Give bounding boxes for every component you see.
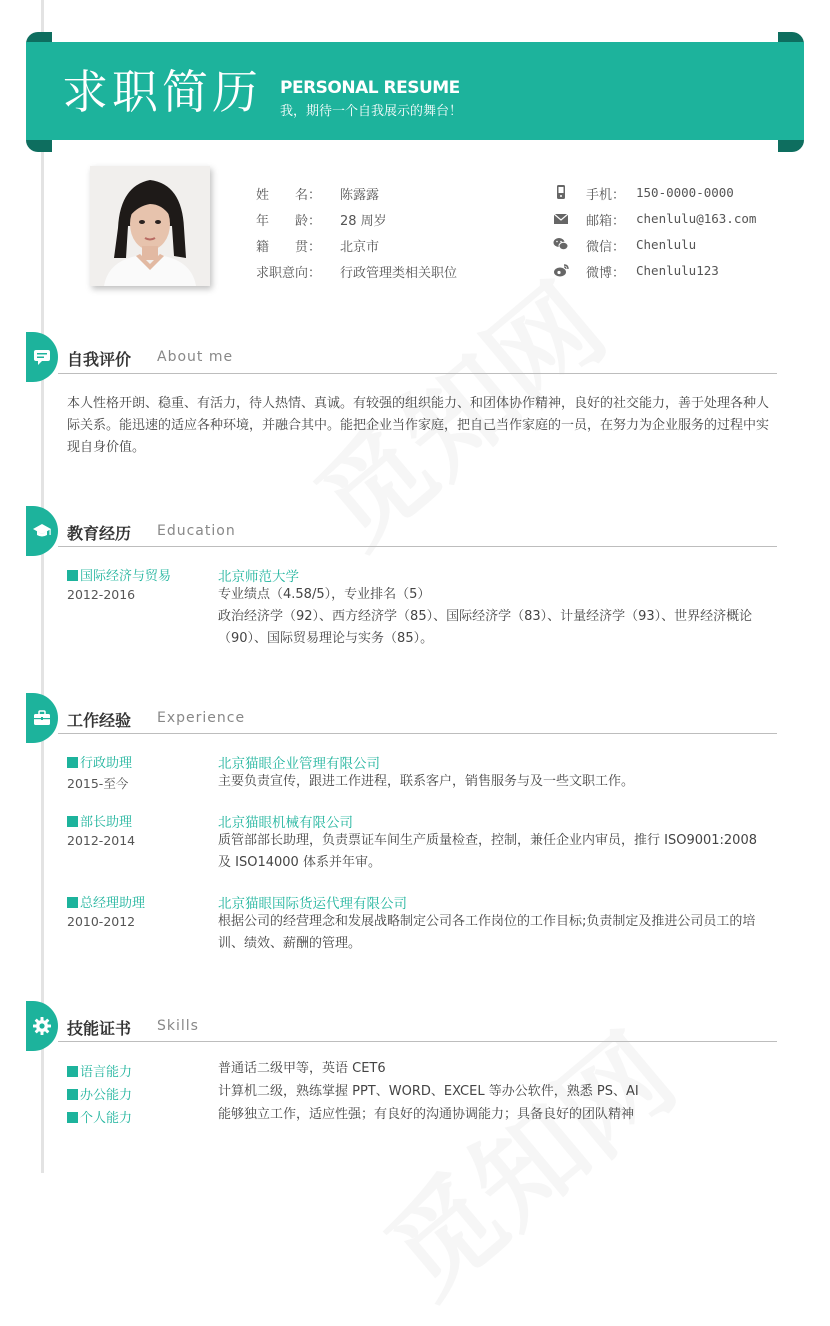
weibo-value: Chenlulu123	[636, 263, 719, 278]
page-title-en: PERSONAL RESUME	[280, 78, 460, 98]
job-role: 总经理助理	[67, 892, 145, 911]
job-role: 部长助理	[67, 811, 132, 830]
section-divider	[58, 373, 777, 374]
bullet-square	[67, 1089, 78, 1100]
profile-photo	[90, 166, 210, 286]
job-description: 主要负责宣传，跟进工作进程，联系客户，销售服务与及一些文职工作。	[218, 774, 635, 789]
skill-value: 计算机二级，熟练掌握 PPT、WORD、EXCEL 等办公软件，熟悉 PS、AI	[218, 1084, 639, 1099]
bullet-square	[67, 816, 78, 827]
education-courses: 政治经济学（92）、西方经济学（85）、国际经济学（83）、计量经济学（93）、世界经济概论（90）、国际贸易理论与实务（85）。	[218, 609, 753, 646]
page-subtitle: 我，期待一个自我展示的舞台！	[280, 104, 463, 119]
timeline-line	[41, 0, 44, 1173]
job-description: 根据公司的经营理念和发展战略制定公司各工作岗位的工作目标;负责制定及推进公司员工的培训、绩效、薪酬的管理。	[218, 914, 756, 951]
section-title-en: About me	[157, 349, 234, 365]
school-name: 北京师范大学	[218, 569, 299, 585]
contact-label: 微信：	[586, 240, 626, 255]
hometown-value: 北京市	[340, 240, 380, 255]
field-label: 年 龄：	[256, 214, 322, 229]
section-title: 教育经历	[67, 524, 132, 543]
bullet-square	[67, 897, 78, 908]
name-value: 陈露露	[340, 188, 380, 203]
wechat-icon	[553, 237, 569, 251]
section-divider	[58, 546, 777, 547]
job-period: 2010-2012	[67, 914, 136, 929]
bullet-square	[67, 757, 78, 768]
field-label: 籍 贯：	[256, 240, 322, 255]
contact-label: 手机：	[586, 188, 626, 203]
section-title: 技能证书	[67, 1019, 132, 1038]
gear-icon	[32, 1016, 52, 1036]
wechat-value: Chenlulu	[636, 237, 697, 252]
age-value: 28 周岁	[340, 214, 387, 229]
section-title-en: Experience	[157, 710, 246, 726]
section-title-en: Education	[157, 523, 236, 539]
about-text: 本人性格开朗、稳重、有活力，待人热情、真诚。有较强的组织能力、和团体协作精神，良好的社交能力，善于处理各种人际关系。能迅速的适应各种环境，并融合其中。能把企业当作家庭，把自己当作家庭的一员，在努力为企业服务的过程中实现自身价值。	[67, 396, 770, 455]
field-label: 求职意向：	[256, 266, 322, 281]
skill-label: 个人能力	[67, 1107, 132, 1126]
job-period: 2015-至今	[67, 776, 129, 791]
contact-label: 邮箱：	[586, 214, 626, 229]
section-title: 工作经验	[67, 711, 132, 730]
bullet-square	[67, 1066, 78, 1077]
bullet-square	[67, 570, 78, 581]
company-name: 北京猫眼企业管理有限公司	[218, 756, 380, 772]
phone-icon	[553, 185, 569, 199]
briefcase-icon	[32, 708, 52, 728]
skill-value: 普通话二级甲等，英语 CET6	[218, 1061, 386, 1076]
job-intent-value: 行政管理类相关职位	[340, 266, 458, 281]
phone-value: 150-0000-0000	[636, 185, 734, 200]
job-period: 2012-2014	[67, 833, 136, 848]
contact-label: 微博：	[586, 266, 626, 281]
company-name: 北京猫眼国际货运代理有限公司	[218, 896, 407, 912]
education-period: 2012-2016	[67, 587, 136, 602]
section-divider	[58, 1041, 777, 1042]
job-role: 行政助理	[67, 752, 132, 771]
job-description: 质管部部长助理，负责票证车间生产质量检查，控制，兼任企业内审员，推行 ISO9001:2008 及 ISO14000 体系并年审。	[218, 833, 757, 870]
mail-icon	[553, 212, 569, 226]
skill-label: 语言能力	[67, 1061, 132, 1080]
graduation-cap-icon	[32, 521, 52, 541]
page-title: 求职简历	[62, 65, 262, 119]
field-label: 姓 名：	[256, 188, 322, 203]
section-divider	[58, 733, 777, 734]
skill-label: 办公能力	[67, 1084, 132, 1103]
company-name: 北京猫眼机械有限公司	[218, 815, 353, 831]
skill-value: 能够独立工作，适应性强；有良好的沟通协调能力；具备良好的团队精神	[218, 1107, 635, 1122]
section-title: 自我评价	[67, 350, 132, 369]
bullet-square	[67, 1112, 78, 1123]
education-major: 国际经济与贸易	[67, 565, 171, 584]
education-gpa: 专业绩点（4.58/5），专业排名（5）	[218, 587, 431, 602]
comment-icon	[32, 347, 52, 367]
weibo-icon	[553, 263, 569, 277]
email-value: chenlulu@163.com	[636, 211, 757, 226]
section-title-en: Skills	[157, 1018, 199, 1034]
